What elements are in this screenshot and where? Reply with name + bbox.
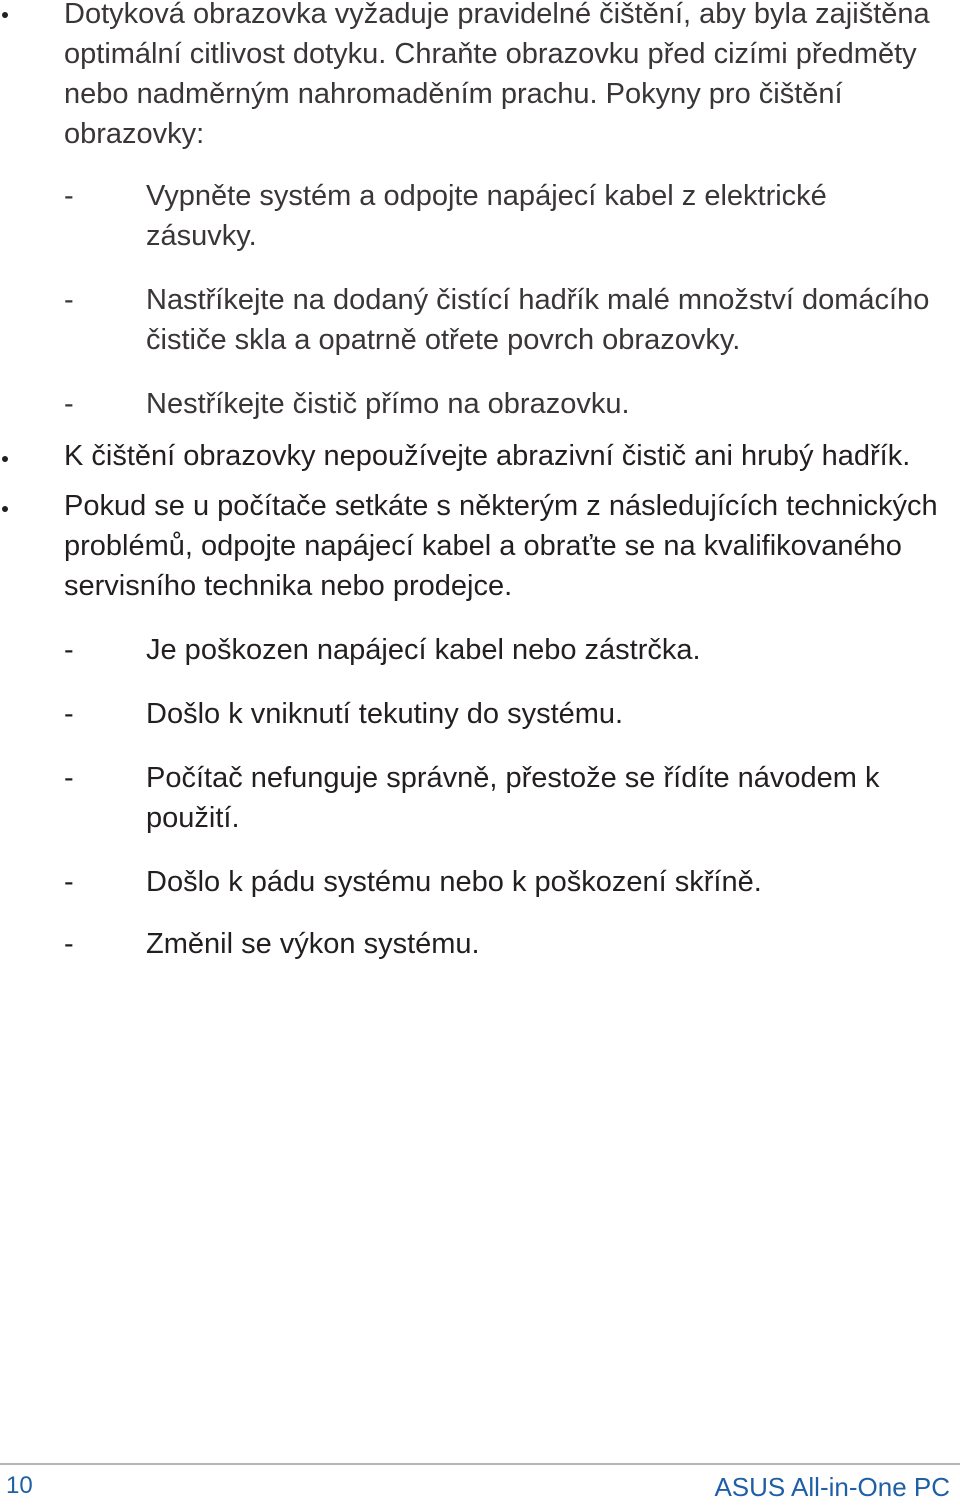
dash-icon: - [64,928,74,960]
text-line: Nastříkejte na dodaný čistící hadřík malé množství domácího [146,284,930,316]
bullet-text [64,486,954,606]
sub-item-text [146,694,956,734]
bullet-text [64,0,954,154]
sub-item-text [146,630,956,670]
text-line: Dotyková obrazovka vyžaduje pravidelné čištění, aby byla zajištěna [64,0,930,30]
text-line: čističe skla a opatrně otřete povrch obrazovky. [146,324,741,356]
bullet-icon [2,456,8,462]
text-line: optimální citlivost dotyku. Chraňte obrazovku před cizími předměty [64,38,917,70]
text-line: použití. [146,802,240,834]
text-line: obrazovky: [64,118,205,150]
bullet-icon [2,506,8,512]
dash-icon: - [64,698,74,730]
sub-item-text [146,924,956,964]
dash-icon: - [64,866,74,898]
text-line: Je poškozen napájecí kabel nebo zástrčka. [146,634,701,666]
sub-item-text [146,384,956,424]
sub-item-text [146,758,956,838]
dash-icon: - [64,284,74,316]
dash-icon: - [64,388,74,420]
text-line: Změnil se výkon systému. [146,928,480,960]
page-number: 10 [6,1472,33,1499]
text-line: Došlo k vniknutí tekutiny do systému. [146,698,624,730]
dash-icon: - [64,634,74,666]
footer-divider [0,1463,960,1465]
text-line: Vypněte systém a odpojte napájecí kabel z elektrické [146,180,827,212]
text-line: problémů, odpojte napájecí kabel a obraťte se na kvalifikovaného [64,530,902,562]
dash-icon: - [64,180,74,212]
sub-item-text [146,862,956,902]
text-line: Počítač nefunguje správně, přestože se řídíte návodem k [146,762,880,794]
text-line: servisního technika nebo prodejce. [64,570,513,602]
text-line: Pokud se u počítače setkáte s některým z následujících technických [64,490,938,522]
text-line: zásuvky. [146,220,257,252]
text-line: Došlo k pádu systému nebo k poškození skříně. [146,866,762,898]
text-line: Nestříkejte čistič přímo na obrazovku. [146,388,630,420]
sub-item-text [146,280,956,360]
product-name: ASUS All-in-One PC [714,1472,950,1502]
bullet-icon [2,12,8,18]
bullet-text [64,436,954,476]
text-line: nebo nadměrným nahromaděním prachu. Pokyny pro čištění [64,78,843,110]
sub-item-text [146,176,956,256]
dash-icon: - [64,762,74,794]
text-line: K čištění obrazovky nepoužívejte abrazivní čistič ani hrubý hadřík. [64,440,911,472]
